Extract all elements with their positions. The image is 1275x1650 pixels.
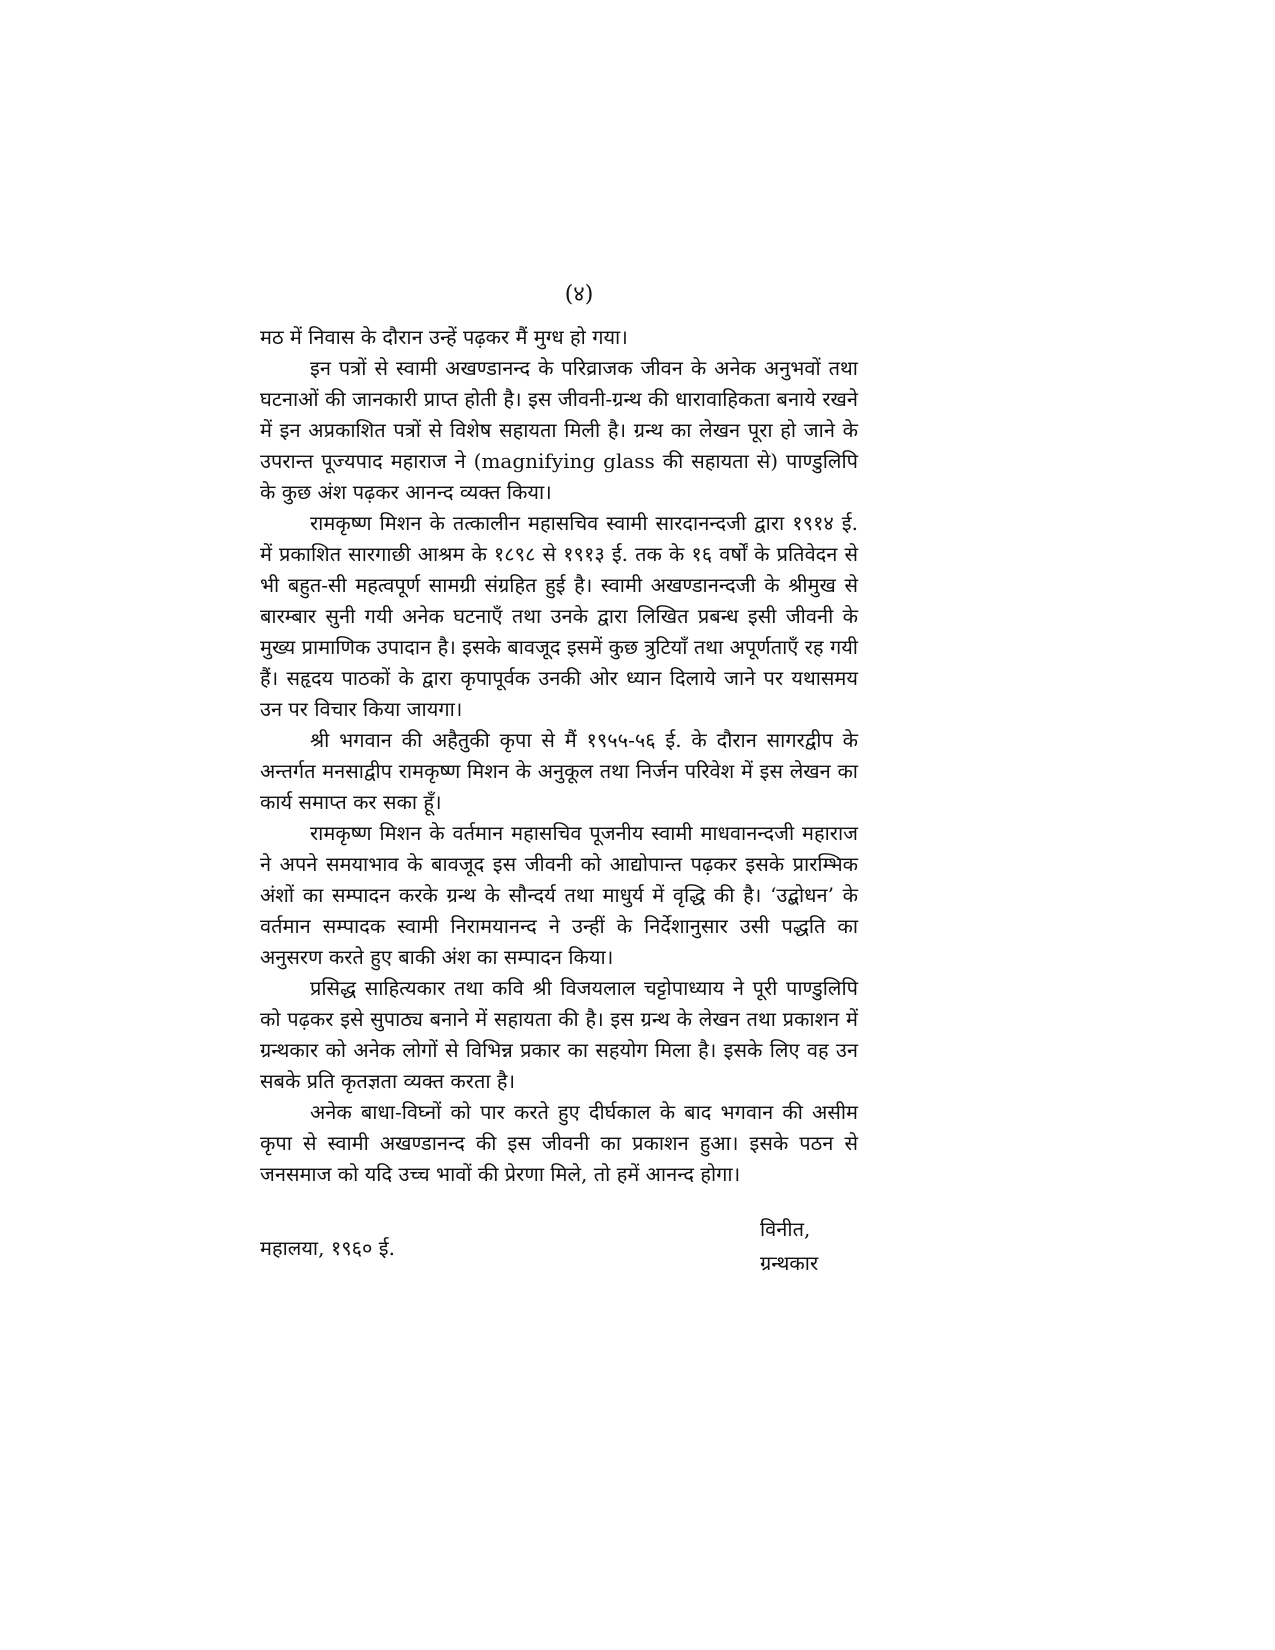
paragraph-closing: अनेक बाधा-विघ्नों को पार करते हुए दीर्घकाल के बाद भगवान की असीम कृपा से स्वामी अखण्डानन्द की इस जीवनी का प्रकाशन हुआ। इसके पठन से जनसमाज को यदि उच्च भावों की प्रेरणा मिले, तो हमें आनन्द होगा। — [260, 1100, 858, 1186]
paragraph-editing: रामकृष्ण मिशन के वर्तमान महासचिव पूजनीय स्वामी माधवानन्दजी महाराज ने अपने समयाभाव के बावजूद इस जीवनी को आद्योपान्त पढ़कर इसके प्रारम्भिक अंशों का सम्पादन करके ग्रन्थ के सौन्दर्य तथा माधुर्य में वृद्धि की है। ‘उद्बोधन’ के वर्तमान सम्पादक स्वामी निरामयानन्द ने उन्हीं के निर्देशानुसार उसी पद्धति का अनुसरण करते हुए बाकी अंश का सम्पादन किया। — [260, 821, 858, 969]
paragraph-continuation: मठ में निवास के दौरान उन्हें पढ़कर मैं मुग्ध हो गया। — [260, 325, 628, 349]
dateline: महालया, १९६० ई. — [260, 1236, 395, 1260]
preface-body — [260, 322, 858, 1190]
sign-off-closing: विनीत, — [760, 1217, 811, 1241]
paragraph-sources: रामकृष्ण मिशन के तत्कालीन महासचिव स्वामी सारदानन्दजी द्वारा १९१४ ई. में प्रकाशित सारगाछी आश्रम के १८९८ से १९१३ ई. तक के १६ वर्षों के प्रतिवेदन से भी बहुत-सी महत्वपूर्ण सामग्री संग्रहित हुई है। स्वामी अखण्डानन्दजी के श्रीमुख से बारम्बार सुनी गयी अनेक घटनाएँ तथा उनके द्वारा लिखित प्रबन्ध इसी जीवनी के मुख्य प्रामाणिक उपादान है। इसके बावजूद इसमें कुछ त्रुटियाँ तथा अपूर्णताएँ रह गयी हैं। सहृदय पाठकों के द्वारा कृपापूर्वक उनकी ओर ध्यान दिलाये जाने पर यथासमय उन पर विचार किया जायगा। — [260, 511, 858, 721]
sign-off-author: ग्रन्थकार — [760, 1251, 819, 1275]
paragraph-acknowledgement: प्रसिद्ध साहित्यकार तथा कवि श्री विजयलाल चट्टोपाध्याय ने पूरी पाण्डुलिपि को पढ़कर इसे सुपाठ्य बनाने में सहायता की है। इस ग्रन्थ के लेखन तथा प्रकाशन में ग्रन्थकार को अनेक लोगों से विभिन्न प्रकार का सहयोग मिला है। इसके लिए वह उन सबके प्रति कृतज्ञता व्यक्त करता है। — [260, 976, 858, 1093]
paragraph-writing-place: श्री भगवान की अहैतुकी कृपा से मैं १९५५-५६ ई. के दौरान सागरद्वीप के अन्तर्गत मनसाद्वीप रामकृष्ण मिशन के अनुकूल तथा निर्जन परिवेश में इस लेखन का कार्य समाप्त कर सका हूँ। — [260, 728, 858, 814]
page-number: (४) — [564, 282, 594, 307]
sign-off — [760, 1212, 818, 1280]
paragraph-letters: इन पत्रों से स्वामी अखण्डानन्द के परिव्राजक जीवन के अनेक अनुभवों तथा घटनाओं की जानकारी प्राप्त होती है। इस जीवनी-ग्रन्थ की धारावाहिकता बनाये रखने में इन अप्रकाशित पत्रों से विशेष सहायता मिली है। ग्रन्थ का लेखन पूरा हो जाने के उपरान्त पूज्यपाद महाराज ने (magnifying glass की सहायता से) पाण्डुलिपि के कुछ अंश पढ़कर आनन्द व्यक्त किया। — [260, 356, 858, 504]
